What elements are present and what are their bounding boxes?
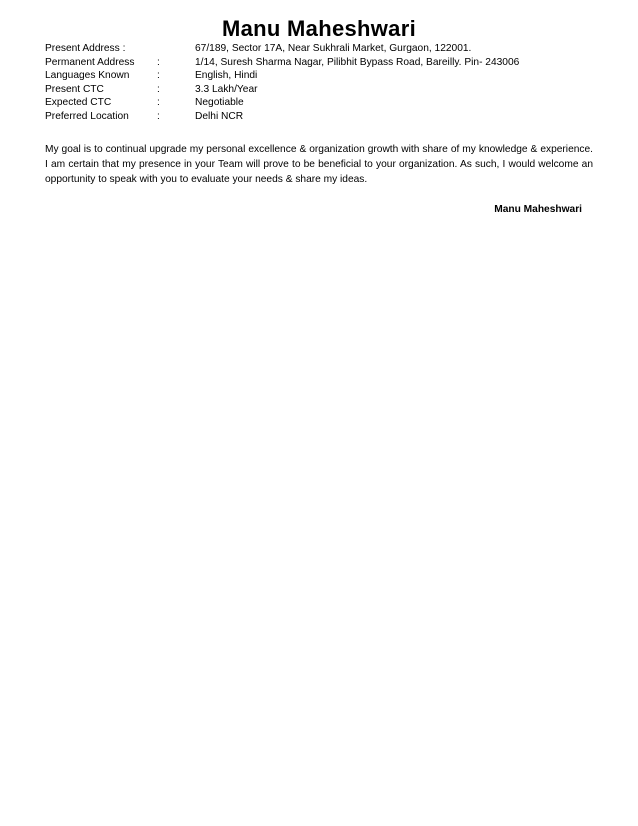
personal-details [45, 42, 605, 124]
page-title: Manu Maheshwari [222, 16, 416, 41]
detail-value: Negotiable [195, 97, 244, 109]
detail-label: Present Address : [45, 43, 126, 54]
detail-label: Permanent Address [45, 56, 135, 68]
detail-label: Expected CTC [45, 97, 112, 109]
detail-value: 3.3 Lakh/Year [195, 83, 258, 95]
detail-row-present-ctc [45, 83, 605, 97]
detail-row-languages [45, 69, 605, 83]
detail-label: Present CTC [45, 83, 104, 95]
body-paragraph: My goal is to continual upgrade my personal excellence & organization growth with share of my knowledge & experience. I am certain that my presence in your Team will prove to be beneficial to your organization. As such, I would welcome an opportunity to speak with you to evaluate your needs & share my ideas. [45, 144, 593, 186]
detail-label: Preferred Location [45, 110, 129, 122]
detail-row-expected-ctc [45, 96, 605, 110]
detail-value: 1/14, Suresh Sharma Nagar, Pilibhit Bypass Road, Bareilly. Pin- 243006 [195, 56, 520, 68]
detail-row-permanent-address [45, 56, 605, 70]
detail-colon: : [157, 110, 160, 122]
detail-colon: : [157, 70, 160, 82]
signature: Manu Maheshwari [494, 204, 582, 215]
detail-row-present-address [45, 42, 605, 56]
detail-value: Delhi NCR [195, 110, 244, 122]
detail-label: Languages Known [45, 70, 130, 82]
detail-colon: : [157, 56, 160, 68]
detail-value: 67/189, Sector 17A, Near Sukhrali Market, Gurgaon, 122001. [195, 43, 472, 54]
detail-colon: : [157, 83, 160, 95]
detail-value: English, Hindi [195, 70, 258, 82]
detail-row-preferred-location [45, 110, 605, 124]
detail-colon: : [157, 97, 160, 109]
